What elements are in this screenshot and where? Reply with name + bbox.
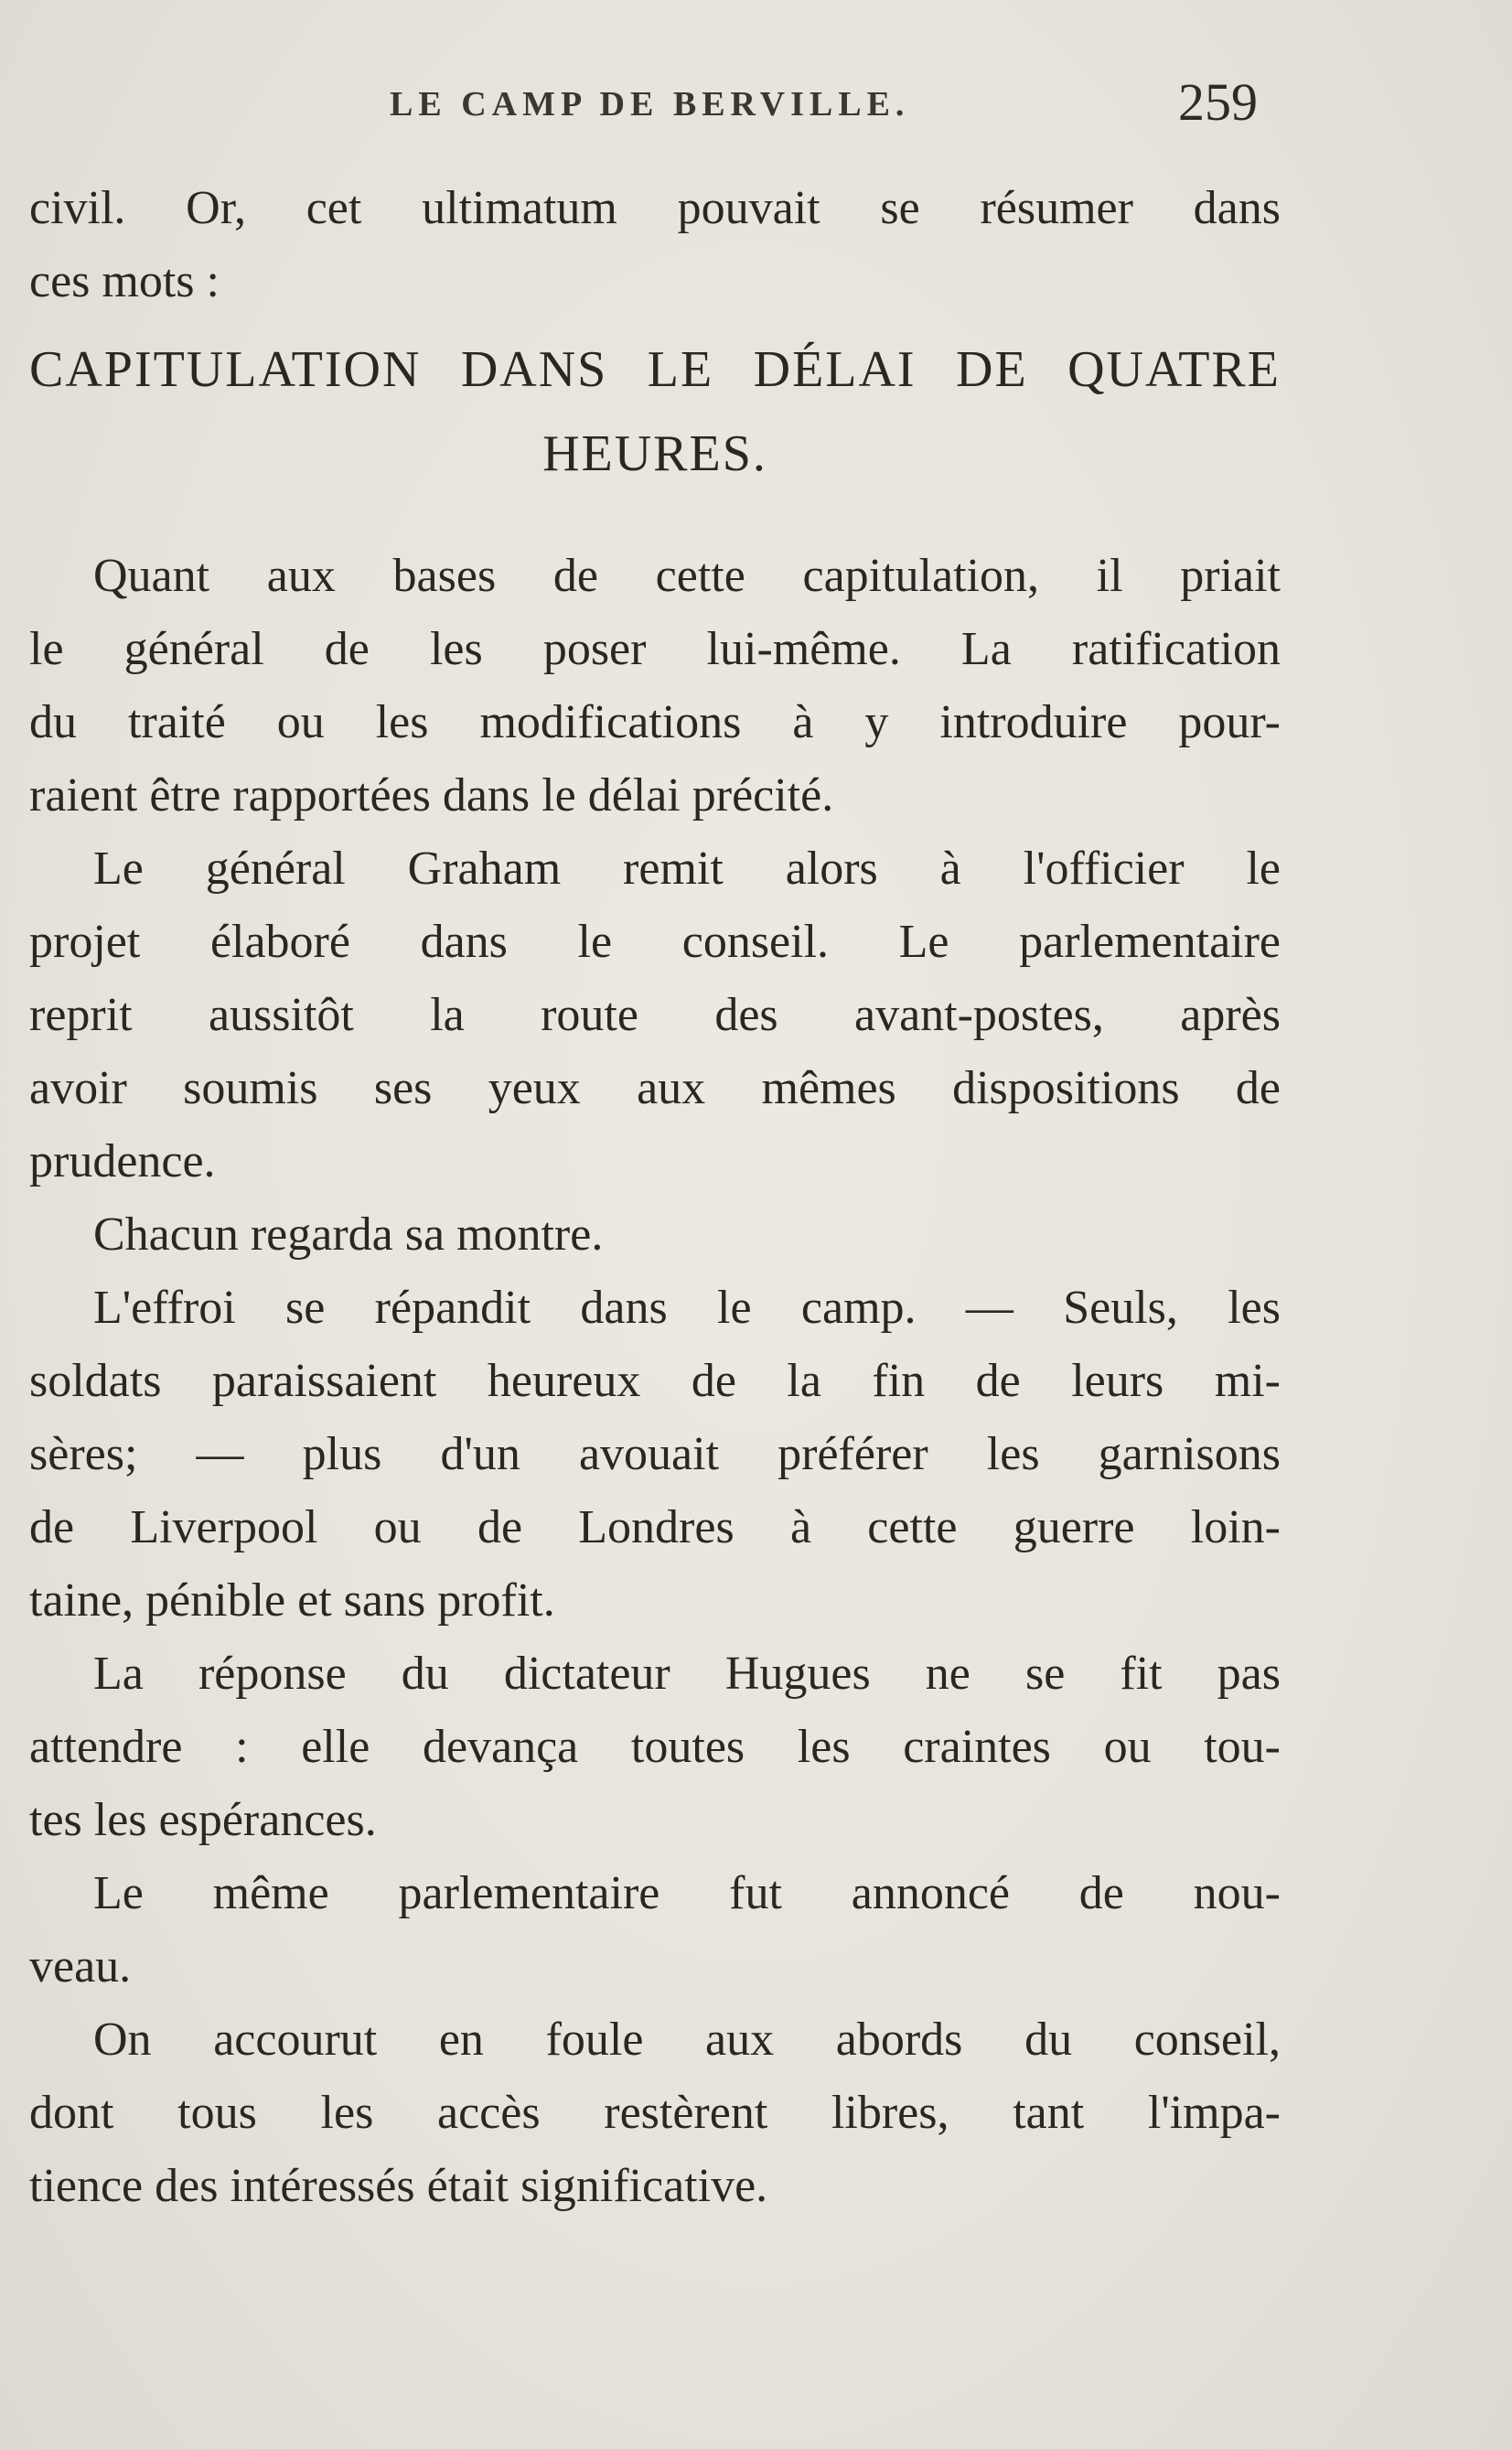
text-line: raient être rapportées dans le délai précité. [29, 769, 834, 822]
text-line: La réponse du dictateur Hugues ne se fit pas [93, 1648, 1281, 1700]
body-text [29, 172, 1281, 2223]
text-line: dont tous les accès restèrent libres, tant l'impa- [29, 2087, 1281, 2139]
text-line: avoir soumis ses yeux aux mêmes dispositions de [29, 1062, 1281, 1114]
text-line: prudence. [29, 1135, 216, 1187]
text-line: Le général Graham remit alors à l'officier le [93, 843, 1281, 895]
text-line: veau. [29, 1940, 132, 1992]
text-line: L'effroi se répandit dans le camp. — Seuls, les [93, 1282, 1281, 1334]
text-line: attendre : elle devança toutes les craintes ou tou- [29, 1721, 1281, 1773]
text-line: On accourut en foule aux abords du conseil, [93, 2014, 1281, 2066]
text-line: le général de les poser lui-même. La ratification [29, 623, 1281, 675]
section-heading-line-1: CAPITULATION DANS LE DÉLAI DE QUATRE [29, 341, 1281, 398]
text-line: civil. Or, cet ultimatum pouvait se résumer dans [29, 182, 1281, 234]
section-heading-line-2: HEURES. [542, 425, 767, 482]
text-line: tience des intéressés était significative. [29, 2160, 768, 2212]
text-line: soldats paraissaient heureux de la fin de leurs mi- [29, 1355, 1281, 1407]
running-head: LE CAMP DE BERVILLE. [390, 85, 910, 124]
text-line: Le même parlementaire fut annoncé de nou- [93, 1867, 1281, 1919]
text-line: reprit aussitôt la route des avant-postes, après [29, 989, 1281, 1041]
text-line: Chacun regarda sa montre. [93, 1208, 604, 1261]
text-line: taine, pénible et sans profit. [29, 1574, 555, 1627]
text-line: tes les espérances. [29, 1794, 377, 1846]
text-line: de Liverpool ou de Londres à cette guerre loin- [29, 1501, 1281, 1553]
text-line: projet élaboré dans le conseil. Le parlementaire [29, 916, 1281, 968]
text-line: du traité ou les modifications à y introduire pour- [29, 696, 1281, 748]
page-number: 259 [1178, 72, 1258, 132]
text-line: sères; — plus d'un avouait préférer les garnisons [29, 1428, 1281, 1480]
text-line: ces mots : [29, 255, 220, 307]
text-line: Quant aux bases de cette capitulation, il priait [93, 550, 1281, 602]
